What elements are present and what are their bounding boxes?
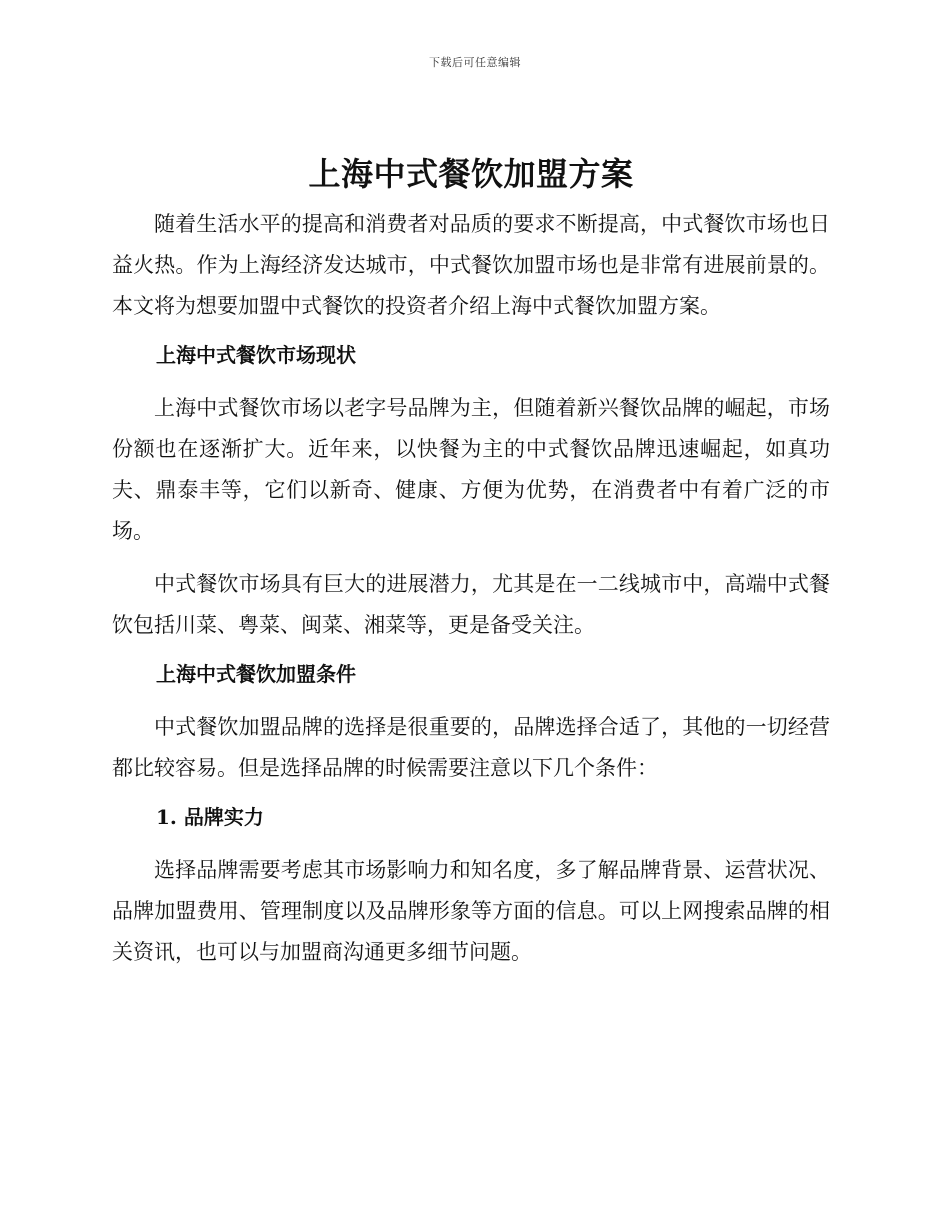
market-status-paragraph-2: 中式餐饮市场具有巨大的进展潜力，尤其是在一二线城市中，高端中式餐饮包括川菜、粤菜、闽菜、湘菜等，更是备受关注。 [112, 572, 830, 637]
franchise-conditions-paragraph: 中式餐饮加盟品牌的选择是很重要的，品牌选择合适了，其他的一切经营都比较容易。但是选择品牌的时候需要注意以下几个条件： [112, 715, 830, 780]
market-status-paragraph-1: 上海中式餐饮市场以老字号品牌为主，但随着新兴餐饮品牌的崛起，市场份额也在逐渐扩大。近年来，以快餐为主的中式餐饮品牌迅速崛起，如真功夫、鼎泰丰等，它们以新奇、健康、方便为优势，在消费者中有着广泛的市场。 [112, 396, 830, 543]
intro-paragraph: 随着生活水平的提高和消费者对品质的要求不断提高，中式餐饮市场也日益火热。作为上海经济发达城市，中式餐饮加盟市场也是非常有进展前景的。本文将为想要加盟中式餐饮的投资者介绍上海中式餐饮加盟方案。 [112, 212, 830, 318]
document-body [112, 150, 830, 985]
section-heading-franchise-conditions: 上海中式餐饮加盟条件 [156, 662, 356, 686]
header-note: 下载后可任意编辑 [429, 56, 521, 69]
document-title: 上海中式餐饮加盟方案 [308, 155, 634, 193]
section-heading-brand-strength: 1. 品牌实力 [156, 805, 264, 829]
section-heading-market-status: 上海中式餐饮市场现状 [156, 343, 356, 367]
brand-strength-paragraph: 选择品牌需要考虑其市场影响力和知名度，多了解品牌背景、运营状况、品牌加盟费用、管理制度以及品牌形象等方面的信息。可以上网搜索品牌的相关资讯，也可以与加盟商沟通更多细节问题。 [112, 858, 830, 964]
